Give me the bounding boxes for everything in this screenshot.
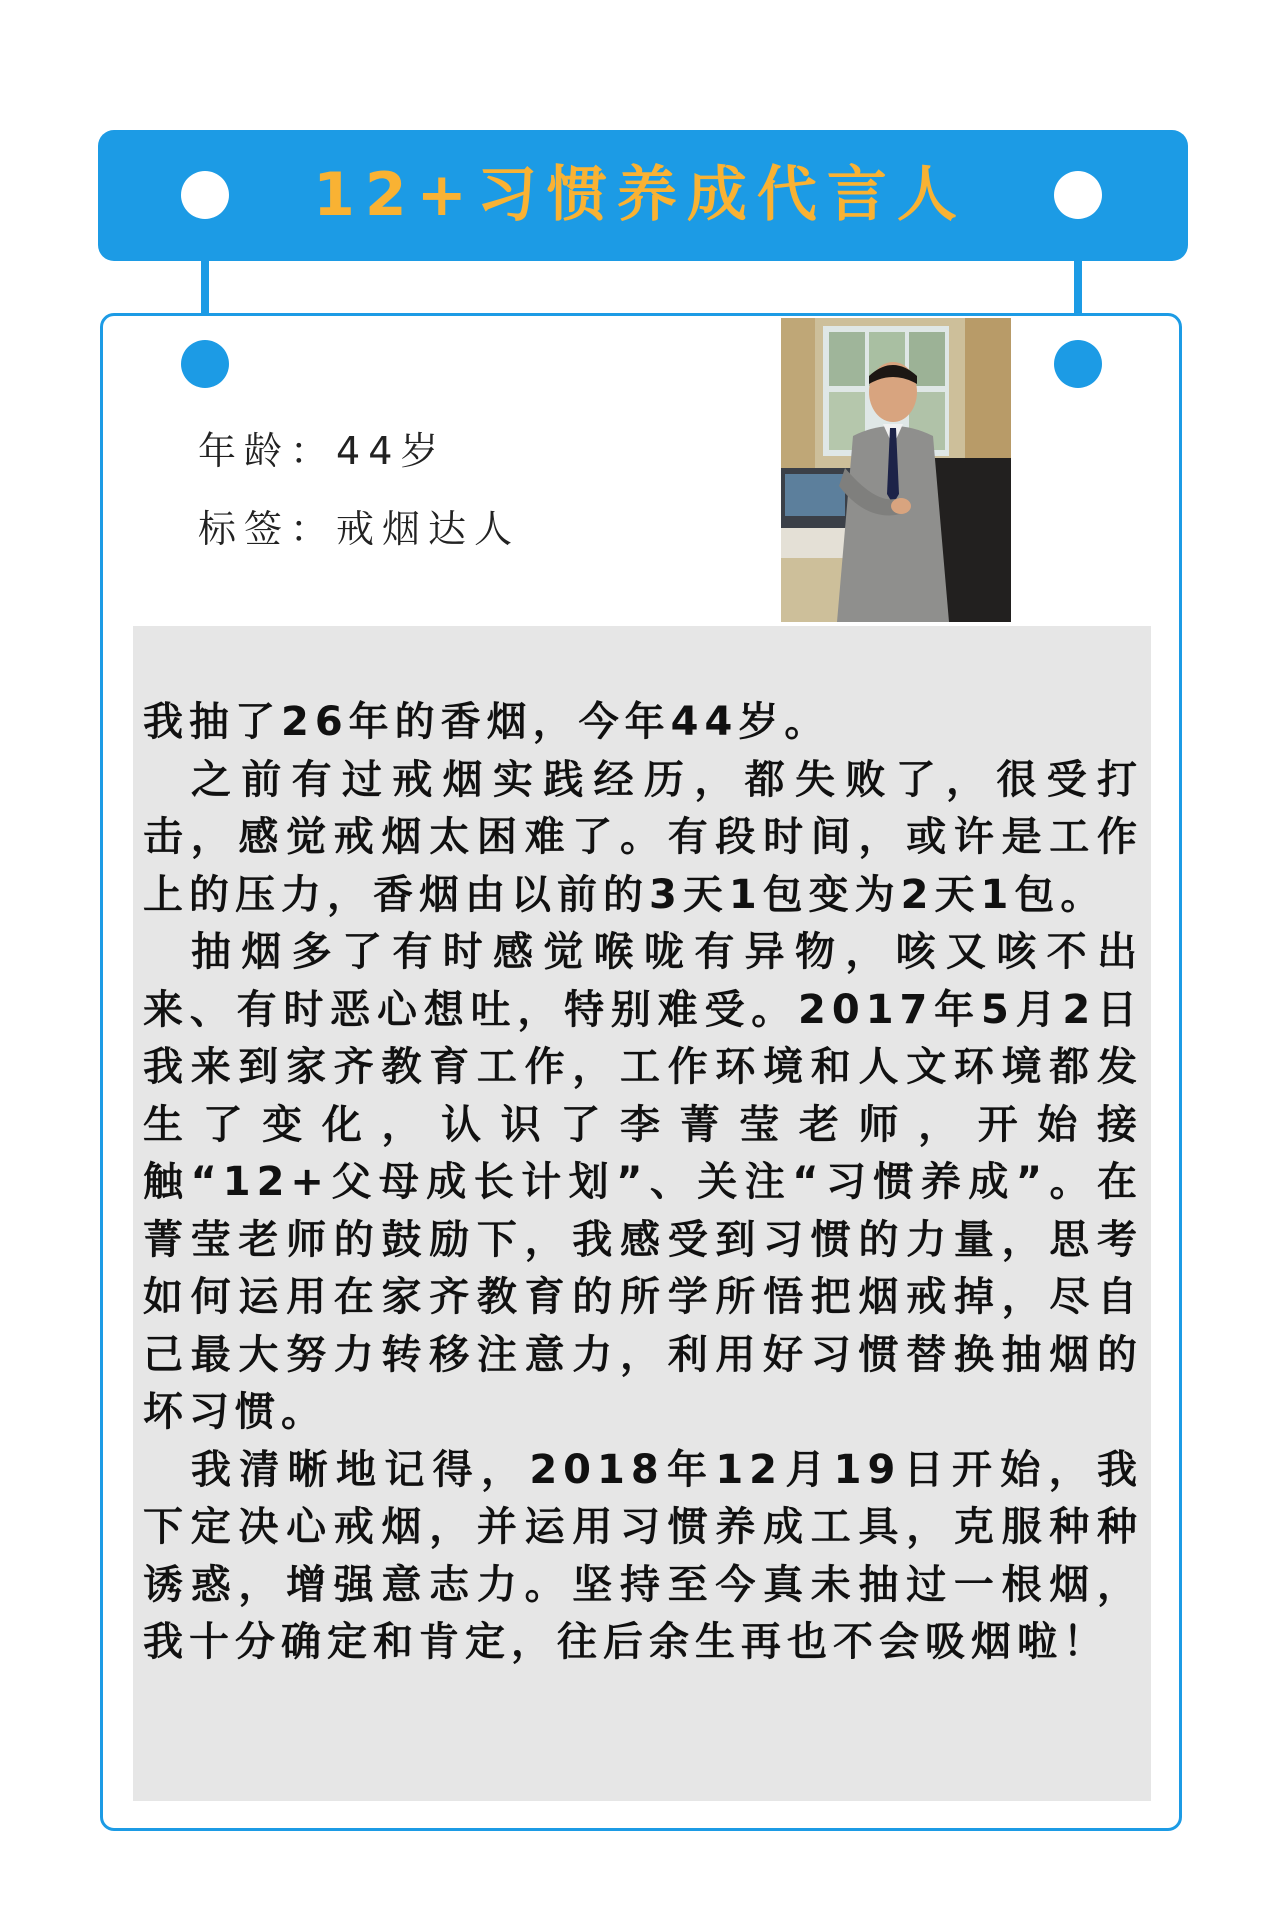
tag-label: 标签： bbox=[198, 507, 337, 551]
profile-photo bbox=[781, 318, 1011, 622]
age-label: 年龄： bbox=[198, 429, 337, 473]
page-title: 12+习惯养成代言人 bbox=[313, 160, 967, 230]
pin-left bbox=[181, 340, 229, 388]
tag-line bbox=[198, 498, 520, 553]
pin-right bbox=[1054, 340, 1102, 388]
story-paragraph-2: 之前有过戒烟实践经历，都失败了，很受打击，感觉戒烟太困难了。有段时间，或许是工作上的压力，香烟由以前的3天1包变为2天1包。 bbox=[143, 756, 1143, 918]
story-paragraph-4: 我清晰地记得，2018年12月19日开始，我下定决心戒烟，并运用习惯养成工具，克服种种诱惑，增强意志力。坚持至今真未抽过一根烟，我十分确定和肯定，往后余生再也不会吸烟啦！ bbox=[143, 1446, 1143, 1665]
tag-value: 戒烟达人 bbox=[336, 507, 521, 551]
story-paragraph-1: 我抽了26年的香烟，今年44岁。 bbox=[143, 699, 831, 745]
age-line bbox=[198, 420, 446, 475]
header-dot-right bbox=[1054, 171, 1102, 219]
story-text bbox=[143, 694, 1143, 1672]
header-dot-left bbox=[181, 171, 229, 219]
story-paragraph-3: 抽烟多了有时感觉喉咙有异物，咳又咳不出来、有时恶心想吐，特别难受。2017年5月2日我来到家齐教育工作，工作环境和人文环境都发生了变化，认识了李菁莹老师，开始接触“12+父母成长计划”、关注“习惯养成”。在菁莹老师的鼓励下，我感受到习惯的力量，思考如何运用在家齐教育的所学所悟把烟戒掉，尽自己最大努力转移注意力，利用好习惯替换抽烟的坏习惯。 bbox=[143, 929, 1143, 1435]
age-value: 44岁 bbox=[336, 429, 447, 473]
